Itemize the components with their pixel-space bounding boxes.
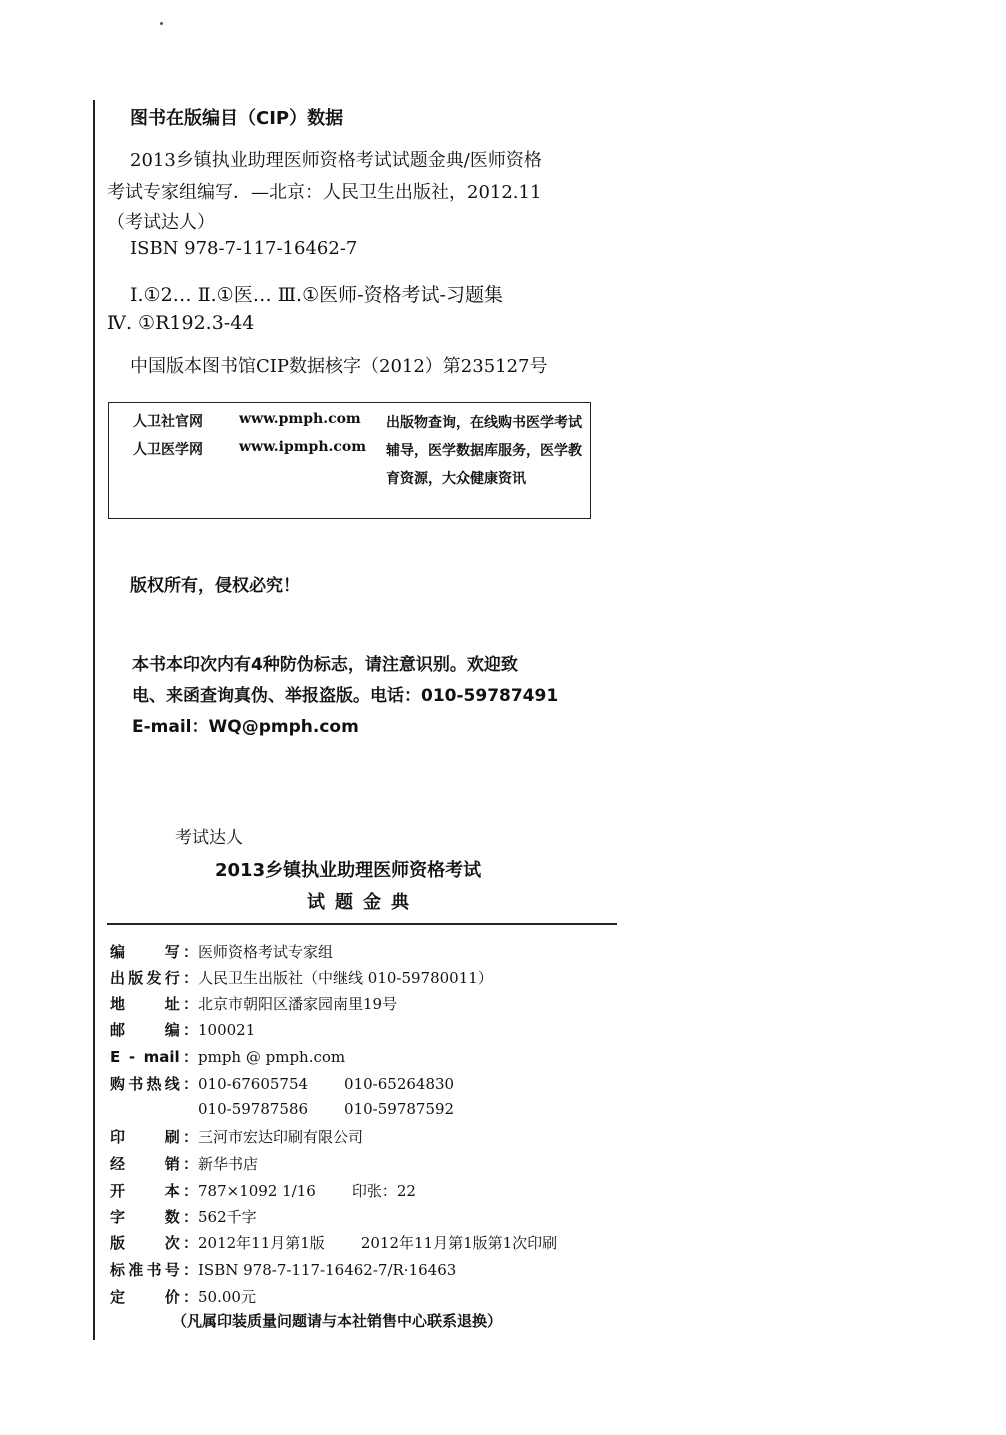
left-margin-rule <box>93 100 95 1340</box>
site-2-name: 人卫医学网 <box>133 442 203 458</box>
colophon-row: 版 次：2012年11月第1版 2012年11月第1版第1次印刷 <box>110 1234 558 1252</box>
colophon-row: 购书热线：010-67605754 010-65264830 <box>110 1075 455 1093</box>
colophon-row: 开 本：787×1092 1/16 印张：22 <box>110 1182 416 1200</box>
cip-line-2: 考试专家组编写．—北京：人民卫生出版社，2012.11 <box>107 182 542 203</box>
colophon-row: 010-59787586 010-59787592 <box>198 1100 455 1118</box>
series-name: 考试达人 <box>175 828 243 848</box>
colophon-row: E - mail：pmph @ pmph.com <box>110 1048 346 1066</box>
anticounterfeit-line-1: 本书本印次内有4种防伪标志，请注意识别。欢迎致 <box>132 655 518 675</box>
colophon-row: 印 刷：三河市宏达印刷有限公司 <box>110 1128 364 1146</box>
cip-line-1: 2013乡镇执业助理医师资格考试试题金典/医师资格 <box>130 150 542 171</box>
cip-heading: 图书在版编目（CIP）数据 <box>130 108 344 129</box>
cip-record-number: 中国版本图书馆CIP数据核字（2012）第235127号 <box>130 356 548 377</box>
colophon-row: 经 销：新华书店 <box>110 1155 259 1173</box>
return-policy-note: （凡属印装质量问题请与本社销售中心联系退换） <box>172 1312 503 1330</box>
website-info-box <box>108 402 591 519</box>
site-description: 出版物查询，在线购书医学考试辅导，医学数据库服务，医学教育资源，大众健康资讯 <box>386 415 582 487</box>
colophon-row: 编 写：医师资格考试专家组 <box>110 943 334 961</box>
book-subtitle: 试题金典 <box>307 892 419 913</box>
cip-line-3: （考试达人） <box>107 212 215 233</box>
anticounterfeit-line-2: 电、来函查询真伪、举报盗版。电话：010-59787491 <box>132 686 559 706</box>
speck-mark <box>160 22 163 25</box>
site-1-name: 人卫社官网 <box>133 414 203 430</box>
colophon-row: 标准书号：ISBN 978-7-117-16462-7/R·16463 <box>110 1261 457 1279</box>
site-1-url[interactable]: www.pmph.com <box>239 411 361 427</box>
colophon-row: 定 价：50.00元 <box>110 1288 256 1306</box>
colophon-row: 邮 编：100021 <box>110 1021 256 1039</box>
colophon-row: 地 址：北京市朝阳区潘家园南里19号 <box>110 995 398 1013</box>
cip-classification-2: Ⅳ. ①R192.3-44 <box>107 312 255 334</box>
colophon-row: 字 数：562千字 <box>110 1208 257 1226</box>
cip-isbn: ISBN 978-7-117-16462-7 <box>130 238 358 259</box>
site-2-url[interactable]: www.ipmph.com <box>239 439 367 455</box>
cip-classification-1: Ⅰ.①2… Ⅱ.①医… Ⅲ.①医师-资格考试-习题集 <box>130 284 503 306</box>
anticounterfeit-email: E-mail：WQ@pmph.com <box>132 717 359 737</box>
book-title: 2013乡镇执业助理医师资格考试 <box>215 860 482 881</box>
colophon-rule <box>107 923 617 925</box>
colophon-row: 出版发行：人民卫生出版社（中继线 010-59780011） <box>110 969 493 987</box>
copyright-notice: 版权所有，侵权必究！ <box>130 576 300 596</box>
